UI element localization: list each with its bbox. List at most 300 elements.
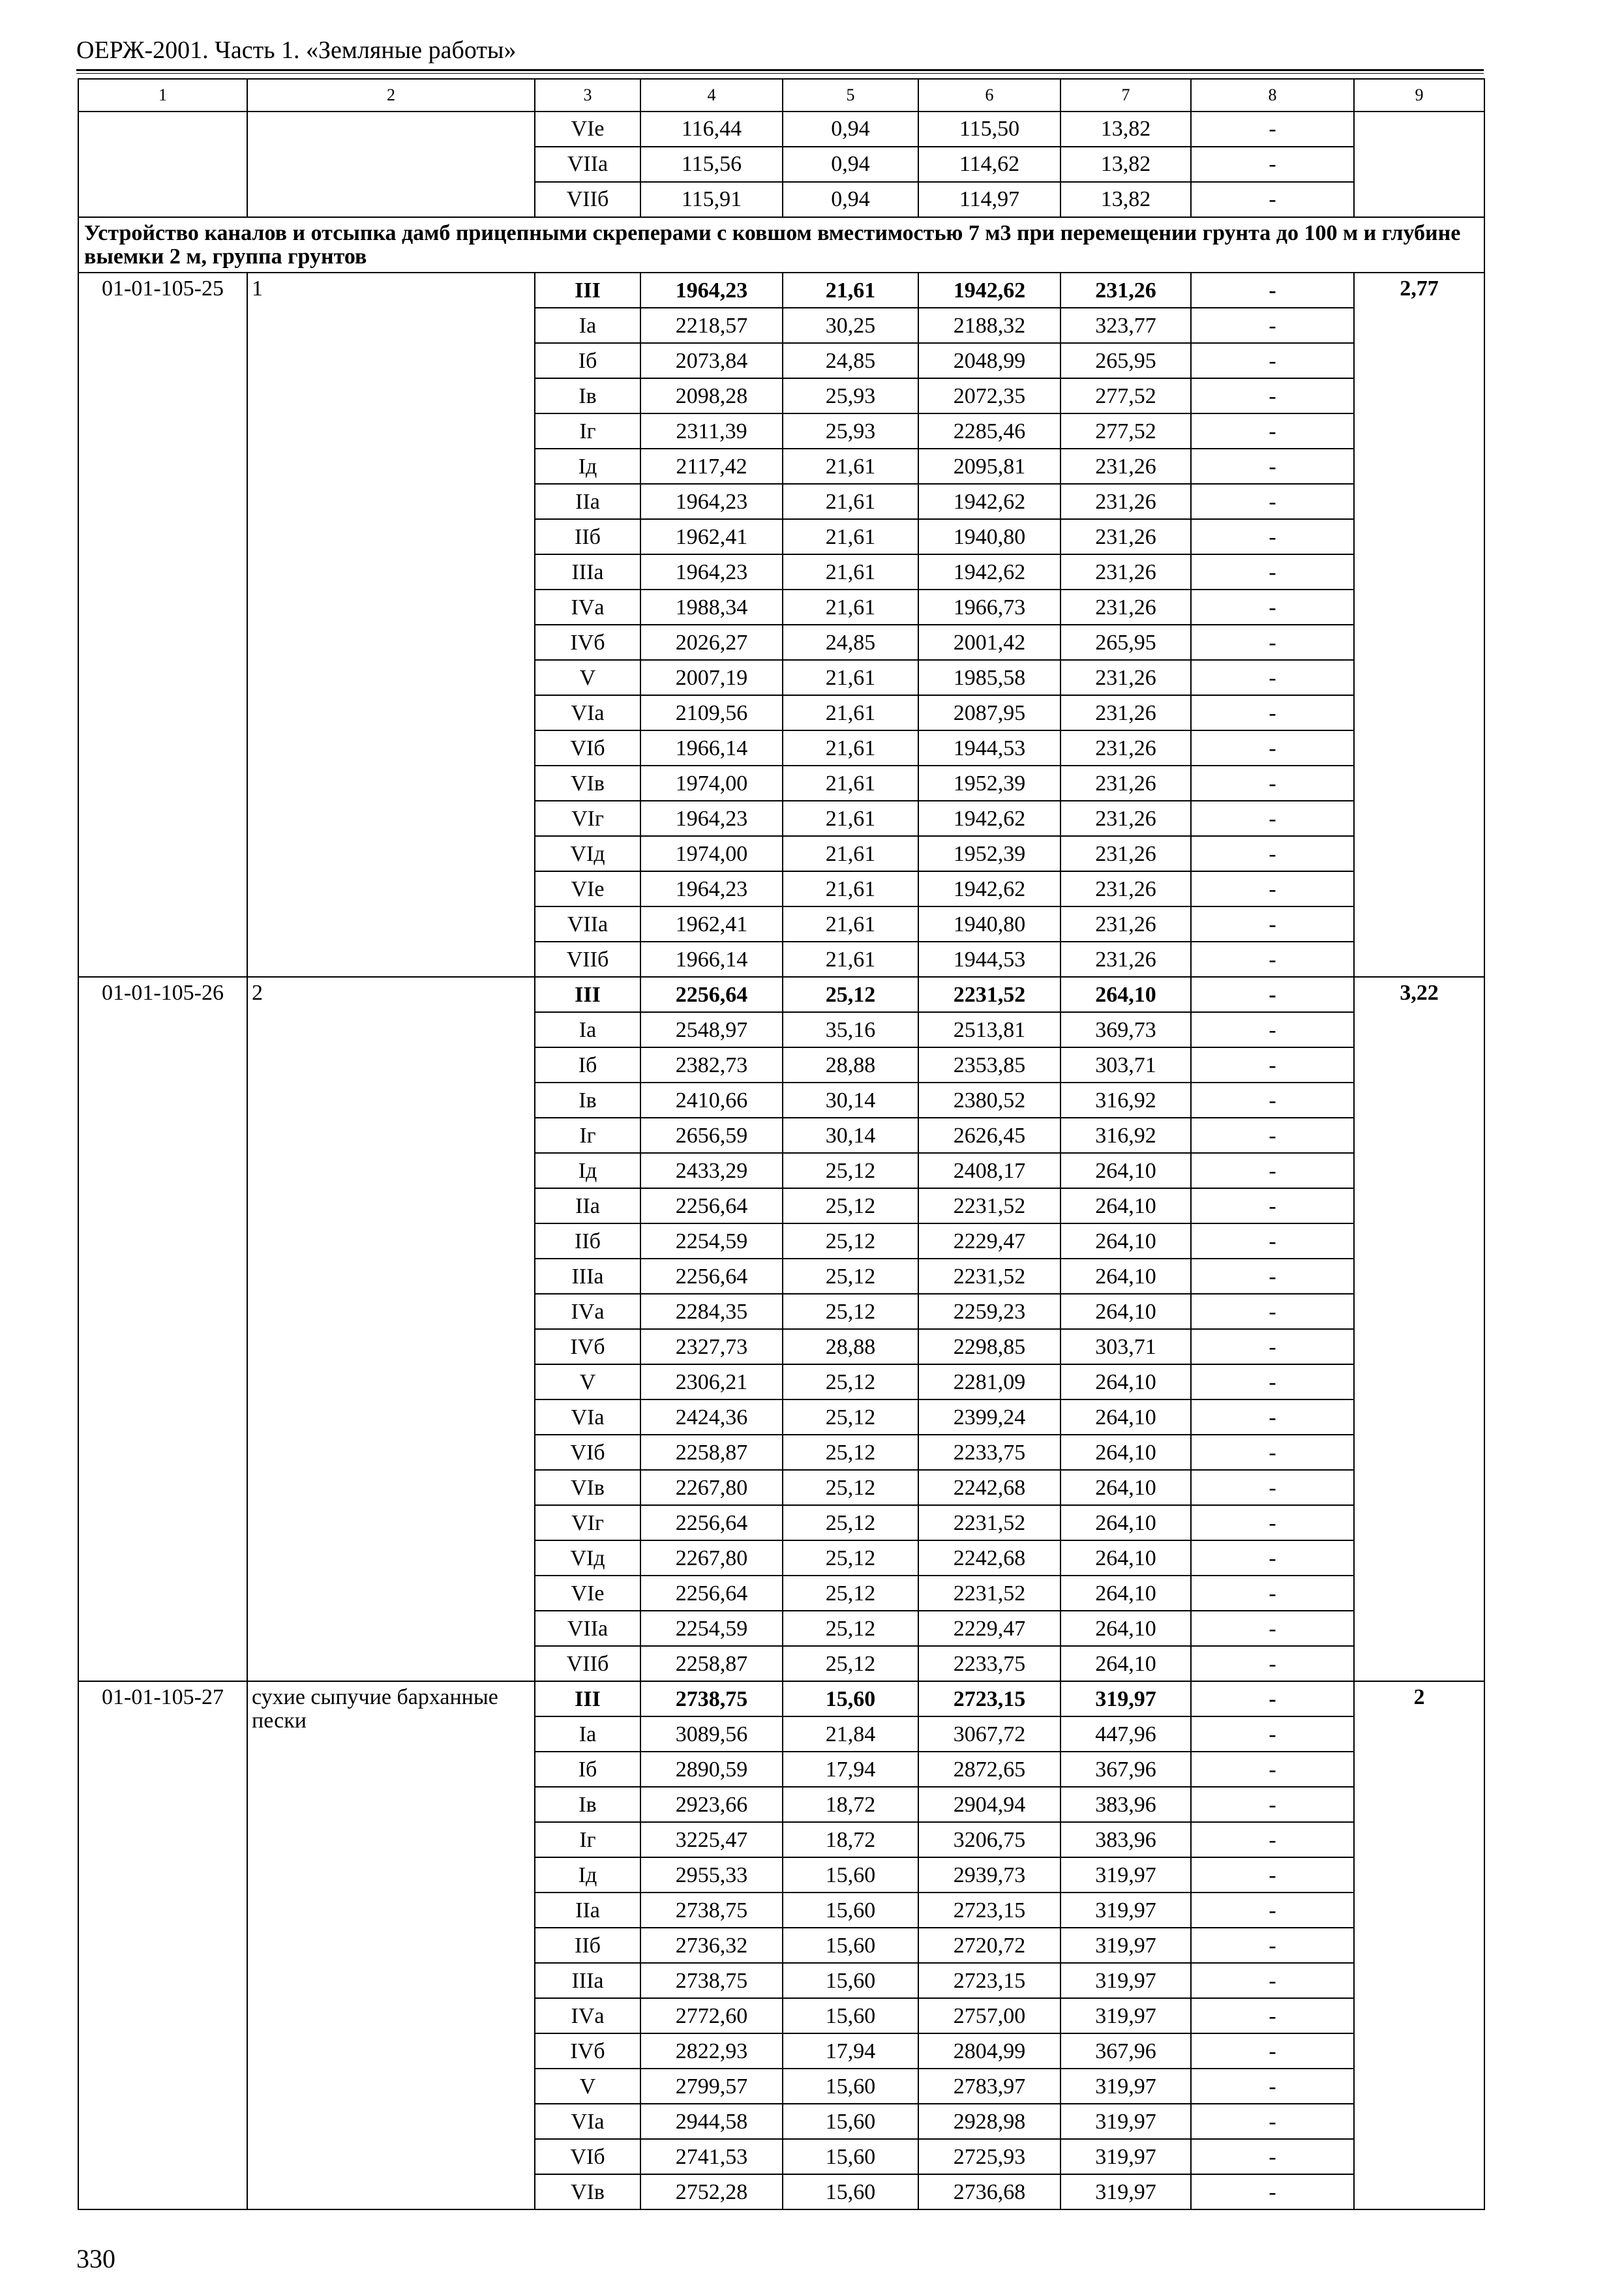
table-cell: 264,10: [1060, 1223, 1191, 1259]
table-cell: -: [1191, 1118, 1354, 1153]
table-cell: 13,82: [1060, 147, 1191, 182]
table-cell: 2380,52: [918, 1083, 1060, 1118]
table-cell: VIб: [535, 1435, 640, 1470]
table-cell: 2256,64: [640, 1505, 783, 1540]
column-number: 2: [247, 79, 535, 112]
table-cell: 115,91: [640, 182, 783, 217]
table-cell: 231,26: [1060, 801, 1191, 836]
table-cell: VIа: [535, 695, 640, 730]
table-cell: 1962,41: [640, 906, 783, 942]
table-cell: VIа: [535, 1399, 640, 1435]
table-cell: -: [1191, 1505, 1354, 1540]
table-cell: VIIб: [535, 182, 640, 217]
table-cell: 25,12: [783, 1505, 918, 1540]
table-cell: 115,56: [640, 147, 783, 182]
table-row: [78, 977, 1484, 1012]
table-cell: Iв: [535, 378, 640, 413]
table-cell: Iг: [535, 1118, 640, 1153]
table-cell: 2548,97: [640, 1012, 783, 1047]
table-cell: 231,26: [1060, 660, 1191, 695]
table-cell: 2095,81: [918, 449, 1060, 484]
table-cell: 3206,75: [918, 1822, 1060, 1857]
table-cell: 264,10: [1060, 1611, 1191, 1646]
table-cell: 21,61: [783, 836, 918, 871]
table-cell: IIб: [535, 519, 640, 554]
table-cell: 231,26: [1060, 695, 1191, 730]
table-cell: Iб: [535, 343, 640, 378]
table-cell: 21,61: [783, 554, 918, 590]
table-cell: -: [1191, 1857, 1354, 1893]
table-cell: 30,14: [783, 1118, 918, 1153]
table-cell: -: [1191, 1998, 1354, 2033]
table-cell: Iб: [535, 1047, 640, 1083]
table-cell: VIд: [535, 1540, 640, 1576]
table-cell: Iг: [535, 413, 640, 449]
table-cell: -: [1191, 2033, 1354, 2069]
table-cell: 21,61: [783, 519, 918, 554]
table-cell: IVб: [535, 2033, 640, 2069]
table-cell: 30,14: [783, 1083, 918, 1118]
table-cell: 2723,15: [918, 1963, 1060, 1998]
table-cell: 25,12: [783, 977, 918, 1012]
table-cell: -: [1191, 1470, 1354, 1505]
table-cell: 264,10: [1060, 1576, 1191, 1611]
table-cell: 2259,23: [918, 1294, 1060, 1329]
table-cell: 1952,39: [918, 766, 1060, 801]
table-cell: IIб: [535, 1223, 640, 1259]
table-cell: -: [1191, 2139, 1354, 2174]
table-cell: 2939,73: [918, 1857, 1060, 1893]
table-cell: Iв: [535, 1787, 640, 1822]
table-cell: 2306,21: [640, 1364, 783, 1399]
table-cell: -: [1191, 1083, 1354, 1118]
column-number: 6: [918, 79, 1060, 112]
table-cell: -: [1191, 1153, 1354, 1188]
table-cell: -: [1191, 378, 1354, 413]
table-cell: 319,97: [1060, 1857, 1191, 1893]
table-cell: IIIа: [535, 1963, 640, 1998]
table-cell: 3089,56: [640, 1716, 783, 1752]
coef-cell: [1354, 112, 1484, 217]
table-cell: 1964,23: [640, 554, 783, 590]
table-cell: 18,72: [783, 1787, 918, 1822]
table-cell: 25,12: [783, 1223, 918, 1259]
table-cell: 2256,64: [640, 1259, 783, 1294]
table-cell: 316,92: [1060, 1118, 1191, 1153]
table-cell: 264,10: [1060, 1153, 1191, 1188]
table-cell: 319,97: [1060, 2174, 1191, 2209]
table-cell: 25,12: [783, 1153, 918, 1188]
table-cell: 15,60: [783, 1857, 918, 1893]
table-cell: VIе: [535, 871, 640, 906]
table-cell: Iа: [535, 308, 640, 343]
table-cell: -: [1191, 1752, 1354, 1787]
table-cell: VIе: [535, 112, 640, 147]
table-cell: 2117,42: [640, 449, 783, 484]
table-cell: 15,60: [783, 2139, 918, 2174]
table-cell: 2256,64: [640, 1188, 783, 1223]
table-cell: 24,85: [783, 625, 918, 660]
table-cell: 21,61: [783, 801, 918, 836]
table-cell: 2073,84: [640, 343, 783, 378]
table-cell: -: [1191, 1646, 1354, 1681]
table-cell: 2408,17: [918, 1153, 1060, 1188]
table-cell: 15,60: [783, 1998, 918, 2033]
table-cell: 25,12: [783, 1611, 918, 1646]
table-cell: 264,10: [1060, 1505, 1191, 1540]
table-cell: 2284,35: [640, 1294, 783, 1329]
table-cell: 2928,98: [918, 2104, 1060, 2139]
table-cell: 2267,80: [640, 1470, 783, 1505]
table-cell: 15,60: [783, 1893, 918, 1928]
table-cell: 231,26: [1060, 836, 1191, 871]
table-cell: 28,88: [783, 1329, 918, 1364]
table-cell: -: [1191, 836, 1354, 871]
table-cell: 264,10: [1060, 1259, 1191, 1294]
table-cell: 2229,47: [918, 1223, 1060, 1259]
table-cell: 264,10: [1060, 1399, 1191, 1435]
table-cell: 2026,27: [640, 625, 783, 660]
table-cell: -: [1191, 1681, 1354, 1716]
table-cell: IIа: [535, 1893, 640, 1928]
table-cell: 21,61: [783, 273, 918, 308]
table-cell: -: [1191, 1611, 1354, 1646]
table-cell: 25,12: [783, 1399, 918, 1435]
table-cell: 277,52: [1060, 378, 1191, 413]
table-cell: 323,77: [1060, 308, 1191, 343]
table-cell: -: [1191, 977, 1354, 1012]
table-cell: -: [1191, 1893, 1354, 1928]
table-cell: 231,26: [1060, 942, 1191, 977]
table-cell: 21,61: [783, 590, 918, 625]
table-cell: VIд: [535, 836, 640, 871]
table-cell: 1944,53: [918, 730, 1060, 766]
table-cell: 265,95: [1060, 625, 1191, 660]
table-cell: 1942,62: [918, 801, 1060, 836]
table-cell: 1966,14: [640, 730, 783, 766]
table-cell: 21,61: [783, 906, 918, 942]
table-cell: 2087,95: [918, 695, 1060, 730]
table-cell: Iа: [535, 1716, 640, 1752]
table-cell: 2233,75: [918, 1435, 1060, 1470]
table-cell: 114,62: [918, 147, 1060, 182]
table-cell: VIIа: [535, 1611, 640, 1646]
table-cell: 2736,32: [640, 1928, 783, 1963]
table-cell: 277,52: [1060, 413, 1191, 449]
table-cell: 0,94: [783, 112, 918, 147]
table-cell: 25,12: [783, 1646, 918, 1681]
table-cell: 15,60: [783, 2174, 918, 2209]
table-cell: 116,44: [640, 112, 783, 147]
table-cell: 369,73: [1060, 1012, 1191, 1047]
table-cell: 319,97: [1060, 1928, 1191, 1963]
rate-code: 01-01-105-25: [78, 273, 247, 977]
table-cell: -: [1191, 1259, 1354, 1294]
table-cell: 1964,23: [640, 273, 783, 308]
table-cell: Iв: [535, 1083, 640, 1118]
table-cell: IIIа: [535, 554, 640, 590]
table-cell: 319,97: [1060, 1998, 1191, 2033]
table-cell: 25,12: [783, 1435, 918, 1470]
table-cell: 2233,75: [918, 1646, 1060, 1681]
table-cell: 2799,57: [640, 2069, 783, 2104]
table-cell: -: [1191, 2174, 1354, 2209]
table-cell: -: [1191, 484, 1354, 519]
table-cell: 2048,99: [918, 343, 1060, 378]
table-cell: 2007,19: [640, 660, 783, 695]
soil-group: 2: [247, 977, 535, 1681]
column-number: 8: [1191, 79, 1354, 112]
table-cell: 319,97: [1060, 1963, 1191, 1998]
table-cell: Iд: [535, 1857, 640, 1893]
table-cell: 231,26: [1060, 766, 1191, 801]
table-cell: 264,10: [1060, 1540, 1191, 1576]
soil-group: сухие сыпучие барханные пески: [247, 1681, 535, 2209]
table-cell: -: [1191, 590, 1354, 625]
table-cell: 367,96: [1060, 2033, 1191, 2069]
table-cell: -: [1191, 625, 1354, 660]
table-cell: 21,61: [783, 942, 918, 977]
table-cell: 2804,99: [918, 2033, 1060, 2069]
table-cell: 264,10: [1060, 1646, 1191, 1681]
table-cell: 3067,72: [918, 1716, 1060, 1752]
table-cell: -: [1191, 1364, 1354, 1399]
table-cell: VIг: [535, 801, 640, 836]
column-number: 5: [783, 79, 918, 112]
table-cell: 25,12: [783, 1470, 918, 1505]
column-number: 9: [1354, 79, 1484, 112]
table-cell: 2626,45: [918, 1118, 1060, 1153]
table-cell: 2741,53: [640, 2139, 783, 2174]
table-cell: 2890,59: [640, 1752, 783, 1787]
table-cell: 115,50: [918, 112, 1060, 147]
table-cell: 383,96: [1060, 1822, 1191, 1857]
table-cell: -: [1191, 1822, 1354, 1857]
table-cell: 2231,52: [918, 1259, 1060, 1294]
table-cell: 2410,66: [640, 1083, 783, 1118]
table-cell: 2231,52: [918, 977, 1060, 1012]
table-cell: VIIа: [535, 906, 640, 942]
table-cell: IVб: [535, 625, 640, 660]
table-cell: 25,93: [783, 378, 918, 413]
table-cell: 18,72: [783, 1822, 918, 1857]
table-cell: 264,10: [1060, 1188, 1191, 1223]
table-cell: 2256,64: [640, 1576, 783, 1611]
table-cell: 2904,94: [918, 1787, 1060, 1822]
table-cell: 319,97: [1060, 2069, 1191, 2104]
table-cell: 2242,68: [918, 1470, 1060, 1505]
column-number: 1: [78, 79, 247, 112]
table-cell: 15,60: [783, 2069, 918, 2104]
table-cell: 231,26: [1060, 554, 1191, 590]
table-cell: VIIб: [535, 1646, 640, 1681]
table-cell: 2944,58: [640, 2104, 783, 2139]
table-cell: -: [1191, 413, 1354, 449]
table-cell: 2001,42: [918, 625, 1060, 660]
table-cell: 17,94: [783, 2033, 918, 2069]
table-cell: 2231,52: [918, 1505, 1060, 1540]
table-cell: -: [1191, 1294, 1354, 1329]
table-cell: 1966,14: [640, 942, 783, 977]
table-cell: 1964,23: [640, 484, 783, 519]
table-cell: IVб: [535, 1329, 640, 1364]
table-cell: VIб: [535, 2139, 640, 2174]
table-cell: -: [1191, 801, 1354, 836]
table-cell: 13,82: [1060, 182, 1191, 217]
rate-code: 01-01-105-26: [78, 977, 247, 1681]
section-title-row: [78, 217, 1484, 273]
table-cell: 2656,59: [640, 1118, 783, 1153]
table-cell: 2327,73: [640, 1329, 783, 1364]
table-cell: 2098,28: [640, 378, 783, 413]
table-cell: 264,10: [1060, 1435, 1191, 1470]
table-cell: 1942,62: [918, 871, 1060, 906]
table-cell: -: [1191, 695, 1354, 730]
table-cell: 2723,15: [918, 1681, 1060, 1716]
table-cell: 2254,59: [640, 1223, 783, 1259]
table-cell: -: [1191, 308, 1354, 343]
table-cell: 25,93: [783, 413, 918, 449]
table-cell: VIа: [535, 2104, 640, 2139]
table-cell: 0,94: [783, 182, 918, 217]
table-cell: 1942,62: [918, 554, 1060, 590]
table-cell: 319,97: [1060, 2104, 1191, 2139]
table-cell: 2752,28: [640, 2174, 783, 2209]
table-cell: -: [1191, 660, 1354, 695]
table-cell: 15,60: [783, 1928, 918, 1963]
table-cell: 2822,93: [640, 2033, 783, 2069]
table-cell: 2757,00: [918, 1998, 1060, 2033]
table-cell: -: [1191, 1188, 1354, 1223]
table-cell: 2738,75: [640, 1681, 783, 1716]
table-cell: 21,61: [783, 871, 918, 906]
table-cell: 25,12: [783, 1188, 918, 1223]
table-cell: 264,10: [1060, 1294, 1191, 1329]
table-cell: -: [1191, 112, 1354, 147]
table-cell: Iб: [535, 1752, 640, 1787]
table-cell: 2258,87: [640, 1435, 783, 1470]
table-cell: 0,94: [783, 147, 918, 182]
table-cell: 231,26: [1060, 273, 1191, 308]
table-cell: VIIа: [535, 147, 640, 182]
table-cell: 2424,36: [640, 1399, 783, 1435]
table-cell: IIб: [535, 1928, 640, 1963]
table-cell: 1942,62: [918, 273, 1060, 308]
table-cell: 25,12: [783, 1364, 918, 1399]
table-cell: V: [535, 2069, 640, 2104]
table-cell: 319,97: [1060, 2139, 1191, 2174]
table-cell: 114,97: [918, 182, 1060, 217]
table-cell: -: [1191, 766, 1354, 801]
table-cell: -: [1191, 519, 1354, 554]
table-cell: 1974,00: [640, 766, 783, 801]
table-cell: -: [1191, 1963, 1354, 1998]
table-cell: V: [535, 660, 640, 695]
table-cell: 2783,97: [918, 2069, 1060, 2104]
table-cell: VIв: [535, 2174, 640, 2209]
page-number: 330: [76, 2244, 115, 2273]
table-cell: IIа: [535, 484, 640, 519]
table-cell: -: [1191, 182, 1354, 217]
coefficient: 3,22: [1354, 977, 1484, 1681]
table-cell: 21,61: [783, 660, 918, 695]
coefficient: 2,77: [1354, 273, 1484, 977]
table-cell: 2072,35: [918, 378, 1060, 413]
table-cell: 2285,46: [918, 413, 1060, 449]
table-row: [78, 273, 1484, 308]
table-cell: 231,26: [1060, 590, 1191, 625]
table-cell: 24,85: [783, 343, 918, 378]
table-cell: 2872,65: [918, 1752, 1060, 1787]
table-cell: VIг: [535, 1505, 640, 1540]
table-cell: 231,26: [1060, 906, 1191, 942]
table-cell: -: [1191, 343, 1354, 378]
table-cell: 28,88: [783, 1047, 918, 1083]
table-cell: 1940,80: [918, 519, 1060, 554]
column-number-row: [78, 79, 1484, 112]
table-cell: 2399,24: [918, 1399, 1060, 1435]
table-cell: 25,12: [783, 1294, 918, 1329]
table-cell: IIа: [535, 1188, 640, 1223]
table-cell: -: [1191, 1435, 1354, 1470]
table-cell: IVа: [535, 1294, 640, 1329]
table-cell: 1974,00: [640, 836, 783, 871]
table-cell: -: [1191, 273, 1354, 308]
table-cell: 2109,56: [640, 695, 783, 730]
table-cell: 303,71: [1060, 1329, 1191, 1364]
table-cell: 264,10: [1060, 1364, 1191, 1399]
table-cell: VIв: [535, 766, 640, 801]
page-header: ОЕРЖ-2001. Часть 1. «Земляные работы»: [76, 37, 517, 64]
table-cell: 319,97: [1060, 1681, 1191, 1716]
table-cell: 2433,29: [640, 1153, 783, 1188]
table-cell: 383,96: [1060, 1787, 1191, 1822]
table-cell: 17,94: [783, 1752, 918, 1787]
rate-code: 01-01-105-27: [78, 1681, 247, 2209]
table-cell: 1964,23: [640, 801, 783, 836]
table-cell: 231,26: [1060, 730, 1191, 766]
table-cell: 2258,87: [640, 1646, 783, 1681]
table-cell: -: [1191, 1787, 1354, 1822]
table-cell: 2738,75: [640, 1963, 783, 1998]
rates-table: [78, 78, 1485, 2210]
table-cell: 13,82: [1060, 112, 1191, 147]
table-cell: 2720,72: [918, 1928, 1060, 1963]
table-cell: 1942,62: [918, 484, 1060, 519]
table-cell: IIIа: [535, 1259, 640, 1294]
table-cell: 231,26: [1060, 871, 1191, 906]
table-cell: 2772,60: [640, 1998, 783, 2033]
table-cell: 2725,93: [918, 2139, 1060, 2174]
table-cell: Iд: [535, 1153, 640, 1188]
table-cell: V: [535, 1364, 640, 1399]
table-cell: 25,12: [783, 1576, 918, 1611]
table-cell: -: [1191, 2069, 1354, 2104]
table-cell: 2298,85: [918, 1329, 1060, 1364]
table-cell: -: [1191, 1047, 1354, 1083]
table-cell: -: [1191, 1716, 1354, 1752]
group-cell: [247, 112, 535, 217]
table-cell: 2923,66: [640, 1787, 783, 1822]
table-cell: 2231,52: [918, 1188, 1060, 1223]
table-cell: 30,25: [783, 308, 918, 343]
coefficient: 2: [1354, 1681, 1484, 2209]
table-cell: 1952,39: [918, 836, 1060, 871]
table-cell: 1966,73: [918, 590, 1060, 625]
table-cell: 2513,81: [918, 1012, 1060, 1047]
table-cell: 3225,47: [640, 1822, 783, 1857]
table-cell: VIб: [535, 730, 640, 766]
